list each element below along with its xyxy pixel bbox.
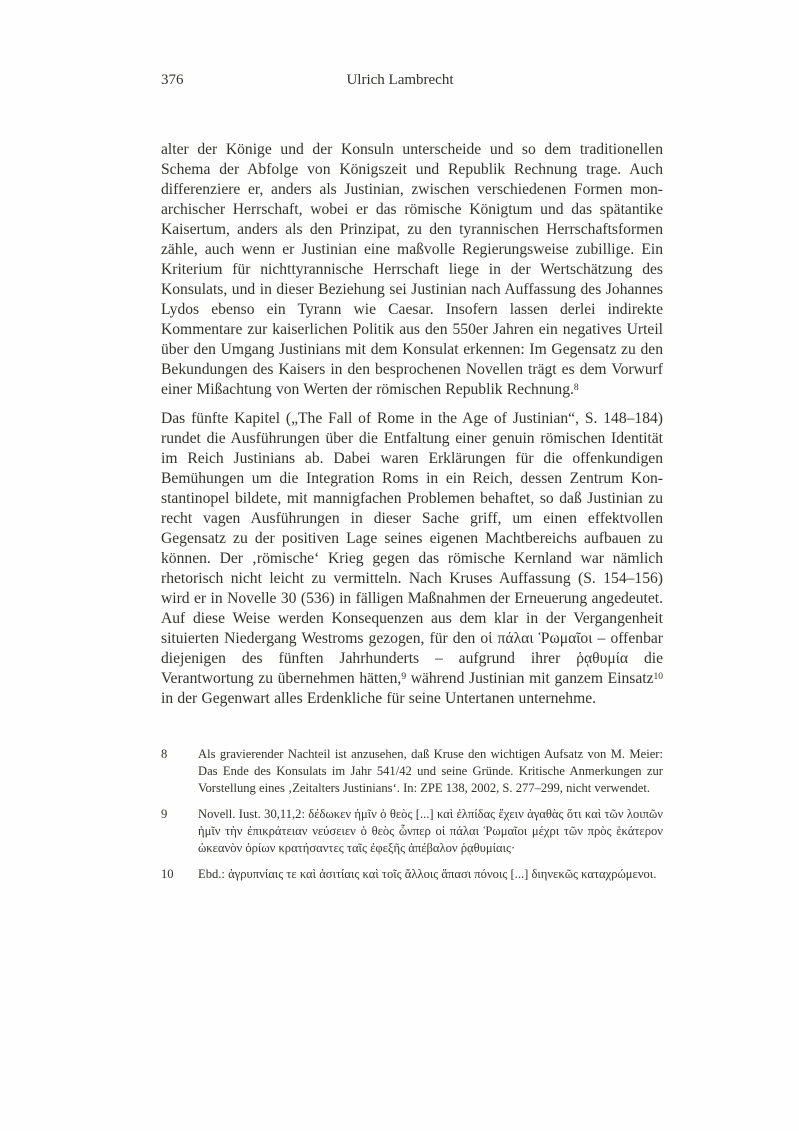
footnote-9	[161, 806, 663, 857]
footnote-number: 8	[161, 747, 168, 761]
footnote-text: Novell. Iust. 30,11,2: δέδωκεν ἡμῖν ὁ θεὸς [...] καὶ ἐλπίδας ἔχειν ἀγαθὰς ὅτι καὶ τῶν λοιπῶν ἡμῖν τὴν ἐπικράτειαν νεύσειεν ὁ θεὸς ὧνπερ οἱ πάλαι Ῥωμαῖοι μέχρι τῶν πρὸς ἑκάτερον ὠκεανὸν ὁρίων κρατήσαντες ταῖς ἐφεξῆς ἀπέβαλον ῥᾳθυμίαις·	[198, 807, 663, 855]
footnote-number: 9	[161, 807, 168, 821]
footnote-8	[161, 746, 663, 797]
running-title: Ulrich Lambrecht	[346, 72, 454, 88]
body-paragraph-2: Das fünfte Kapitel („The Fall of Rome in the Age of Justinian“, S. 148–184) rundet die Ausführungen über die Entfaltung einer genuin römischen Identität im Reich Justinians ab. Dabei waren Erklärungen für die offenkundigen Bemühungen um die Integration Roms in ein Reich, dessen Zentrum Konstantinopel bildete, mit mannigfachen Problemen behaftet, so daß Justinian zu recht vagen Ausführungen in dieser Sache griff, um einen effektvollen Gegensatz zu der positiven Lage seines eigenen Machtbereichs aufbauen zu können. Der ‚römische‘ Krieg gegen das römische Kernland war nämlich rhetorisch nicht leicht zu vermitteln. Nach Kruses Auffassung (S. 154–156) wird er in Novelle 30 (536) in fälligen Maßnahmen der Erneuerung angedeutet. Auf diese Weise werden Konsequenzen aus dem klar in der Vergangenheit situierten Niedergang Westroms gezogen, für den οἱ πάλαι Ῥωμαῖοι – offenbar diejenigen des fünften Jahrhunderts – aufgrund ihrer ῥᾳθυμία die Verantwortung zu übernehmen hätten,$^9$ während Justinian mit ganzem Einsatz$^{10}$ in der Gegenwart alles Erdenkliche für seine Untertanen unternehme.	[161, 410, 663, 707]
footnote-text: Ebd.: ἀγρυπνίαις τε καὶ ἀσιτίαις καὶ τοῖς ἄλλοις ἅπασι πόνοις [...] διηνεκῶς καταχρώμενοι.	[198, 867, 657, 881]
footnote-number: 10	[161, 867, 174, 881]
footnote-ref-8: 8	[573, 382, 579, 393]
footnote-text: Als gravierender Nachteil ist anzusehen, daß Kruse den wichtigen Aufsatz von M. Meier: Das Ende des Konsulats im Jahr 541/42 und seine Gründe. Kritische Anmerkungen zur Vorstellung eines ‚Zeitalters Justinians‘. In: ZPE 138, 2002, S. 277–299, nicht verwendet.	[198, 747, 663, 795]
footnote-ref-9: 9	[401, 671, 407, 682]
main-text-block	[161, 140, 663, 709]
footnotes-section	[161, 746, 663, 892]
footnote-10	[161, 866, 663, 883]
running-header	[161, 71, 663, 89]
footnote-ref-10: 10	[653, 671, 663, 682]
page-number: 376	[161, 72, 184, 88]
body-paragraph-1: alter der Könige und der Konsuln unterscheide und so dem traditionellen Schema der Abfolge von Königszeit und Republik Rechnung trage. Auch differenziere er, anders als Justinian, zwischen verschiedenen Formen monarchischer Herrschaft, wobei er das römische Königtum und das spätantike Kaisertum, anders als den Prinzipat, zu den tyrannischen Herrschaftsformen zähle, auch wenn er Justinian eine maßvolle Regierungsweise zubillige. Ein Kriterium für nichttyrannische Herrschaft liege in der Wertschätzung des Konsulats, und in dieser Beziehung sei Justinian nach Auffassung des Johannes Lydos ebenso ein Tyrann wie Caesar. Insofern lassen derlei indirekte Kommentare zur kaiserlichen Politik aus den 550er Jahren ein negatives Urteil über den Umgang Justinians mit dem Konsulat erkennen: Im Gegensatz zu den Bekundungen des Kaisers in den besprochenen Novellen trägt es dem Vorwurf einer Mißachtung von Werten der römischen Republik Rechnung.$^8$	[161, 141, 663, 398]
